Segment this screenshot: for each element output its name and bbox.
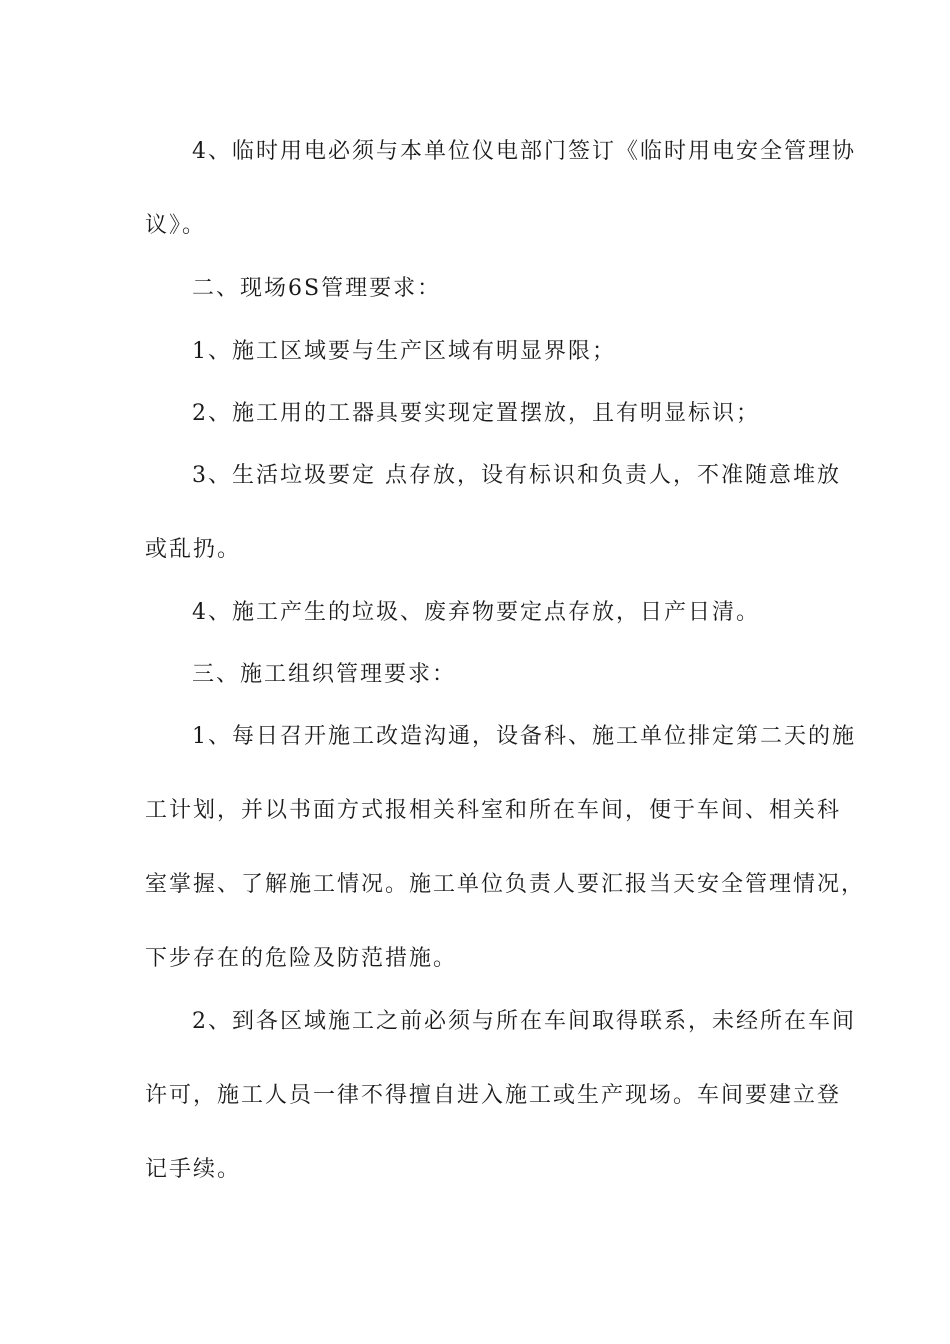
paragraph-line: 1、施工区域要与生产区域有明显界限；	[192, 339, 616, 364]
paragraph-line: 1、每日召开施工改造沟通，设备科、施工单位排定第二天的施	[192, 724, 856, 749]
paragraph-line: 2、到各区域施工之前必须与所在车间取得联系，未经所在车间	[192, 1009, 856, 1034]
paragraph-line: 议》。	[145, 213, 207, 238]
paragraph-line: 4、施工产生的垃圾、废弃物要定点存放，日产日清。	[192, 600, 760, 625]
paragraph-line: 3、生活垃圾要定 点存放，设有标识和负责人，不准随意堆放	[192, 463, 841, 488]
paragraph-line: 工计划，并以书面方式报相关科室和所在车间，便于车间、相关科	[145, 798, 842, 823]
paragraph-line: 许可，施工人员一律不得擅自进入施工或生产现场。车间要建立登	[145, 1083, 842, 1108]
paragraph-line: 室掌握、了解施工情况。施工单位负责人要汇报当天安全管理情况，	[145, 872, 866, 897]
paragraph-line: 下步存在的危险及防范措施。	[145, 946, 458, 971]
paragraph-line: 4、临时用电必须与本单位仪电部门签订《临时用电安全管理协	[192, 139, 856, 164]
paragraph-line: 记手续。	[145, 1157, 242, 1182]
section-heading: 二、现场6S管理要求：	[192, 276, 442, 301]
paragraph-line: 2、施工用的工器具要实现定置摆放，且有明显标识；	[192, 401, 760, 426]
paragraph-line: 或乱扔。	[145, 537, 242, 562]
section-heading: 三、施工组织管理要求：	[192, 662, 457, 687]
